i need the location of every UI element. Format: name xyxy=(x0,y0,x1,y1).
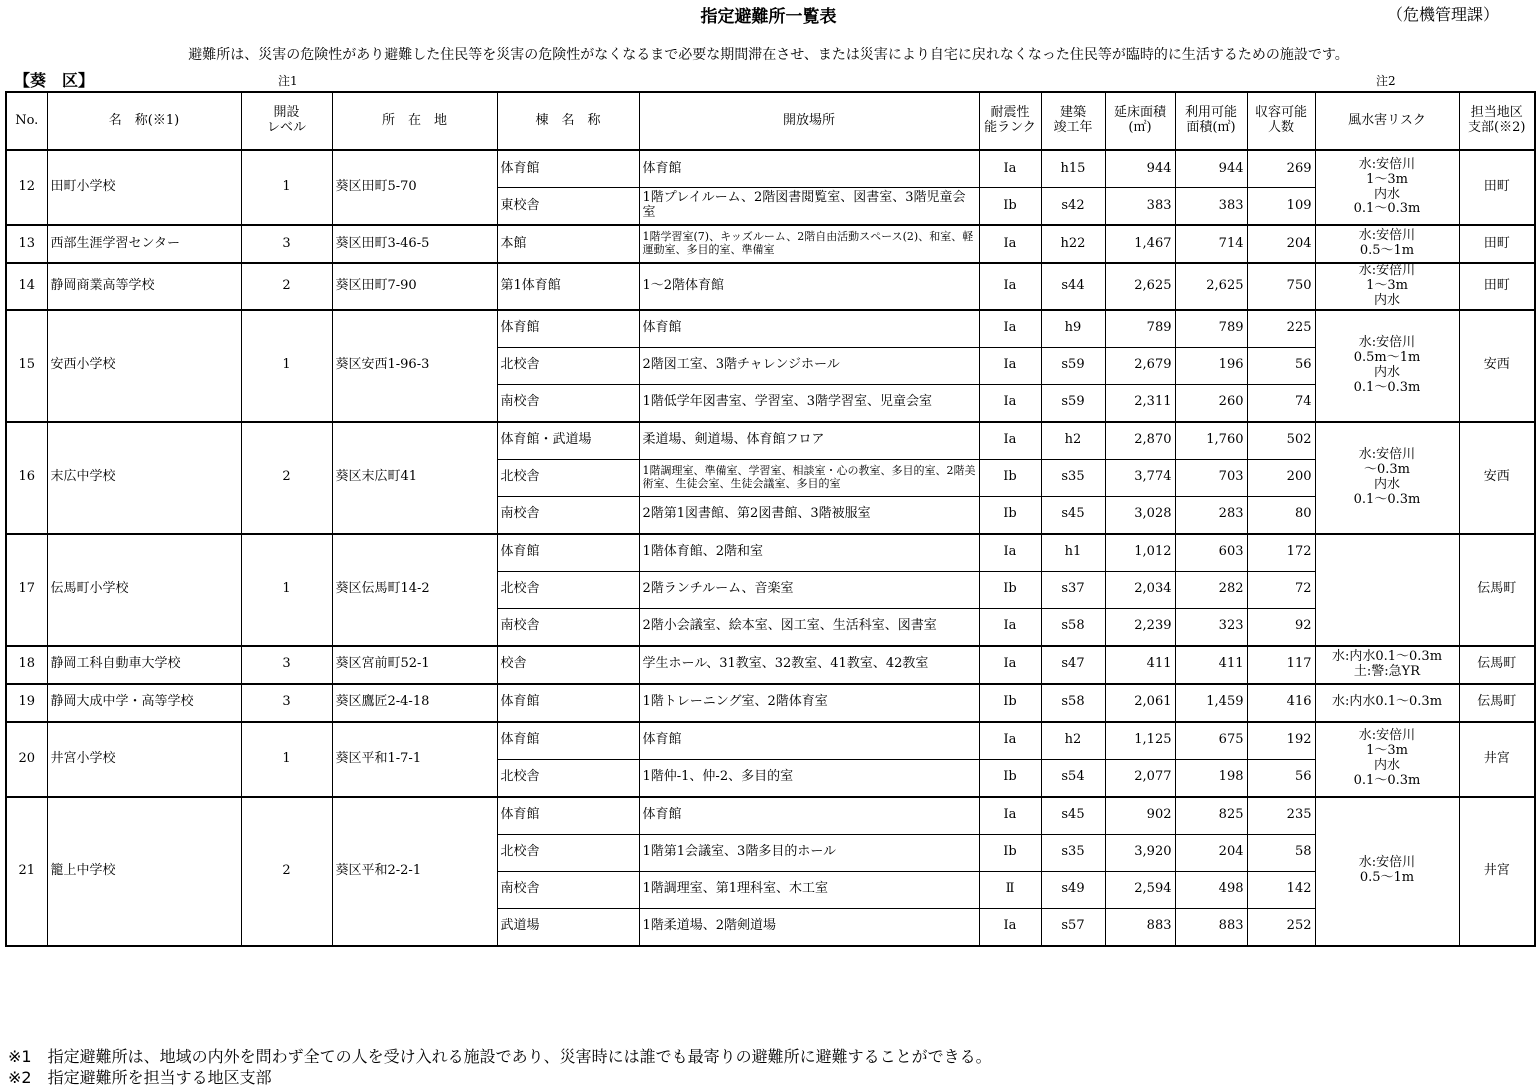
table-row xyxy=(6,310,1535,348)
header-no: No. xyxy=(6,92,47,150)
seismic-rank: Ⅰa xyxy=(979,608,1041,646)
built-year: s58 xyxy=(1041,684,1105,722)
seismic-rank: Ⅰa xyxy=(979,310,1041,348)
header-level: 開設 レベル xyxy=(241,92,332,150)
usable-area: 498 xyxy=(1175,871,1247,908)
facility-name: 籠上中学校 xyxy=(47,797,241,946)
description-text: 避難所は、災害の危険性があり避難した住民等を災害の危険性がなくなるまで必要な期間滞在させ、または災害により自宅に戻れなくなった住民等が臨時的に生活するための施設です。 xyxy=(188,47,1349,63)
floor-area: 383 xyxy=(1105,188,1175,226)
built-year: s47 xyxy=(1041,646,1105,684)
capacity: 750 xyxy=(1247,263,1315,310)
usable-area: 2,625 xyxy=(1175,263,1247,310)
seismic-rank: Ⅰa xyxy=(979,908,1041,946)
address: 葵区伝馬町14-2 xyxy=(332,534,497,646)
usable-area: 282 xyxy=(1175,571,1247,608)
facility-name: 伝馬町小学校 xyxy=(47,534,241,646)
floor-area: 1,125 xyxy=(1105,722,1175,760)
usable-area: 383 xyxy=(1175,188,1247,226)
capacity: 192 xyxy=(1247,722,1315,760)
seismic-rank: Ⅱ xyxy=(979,871,1041,908)
built-year: s44 xyxy=(1041,263,1105,310)
building-name: 第1体育館 xyxy=(497,263,639,310)
usable-area: 198 xyxy=(1175,759,1247,797)
header-seismic-rank: 耐震性 能ランク xyxy=(979,92,1041,150)
table-row xyxy=(6,797,1535,835)
facility-name: 西部生涯学習センター xyxy=(47,225,241,263)
seismic-rank: Ⅰa xyxy=(979,225,1041,263)
department-label: （危機管理課） xyxy=(1386,5,1499,24)
seismic-rank: Ⅰa xyxy=(979,384,1041,422)
facility-name: 静岡商業高等学校 xyxy=(47,263,241,310)
row-number: 20 xyxy=(6,722,47,797)
header-address: 所 在 地 xyxy=(332,92,497,150)
table-row xyxy=(6,263,1535,310)
built-year: s58 xyxy=(1041,608,1105,646)
open-place: 1階調理室、準備室、学習室、相談室・心の教室、多目的室、2階美術室、生徒会室、生徒会議室、多目的室 xyxy=(639,459,979,496)
floor-area: 2,679 xyxy=(1105,347,1175,384)
open-place: 体育館 xyxy=(639,310,979,348)
usable-area: 283 xyxy=(1175,496,1247,534)
branch: 伝馬町 xyxy=(1459,684,1535,722)
branch: 田町 xyxy=(1459,225,1535,263)
open-level: 3 xyxy=(241,684,332,722)
floor-area: 2,594 xyxy=(1105,871,1175,908)
capacity: 56 xyxy=(1247,759,1315,797)
capacity: 225 xyxy=(1247,310,1315,348)
table-row xyxy=(6,684,1535,722)
row-number: 12 xyxy=(6,150,47,225)
note2-label: 注2 xyxy=(1376,74,1396,88)
usable-area: 789 xyxy=(1175,310,1247,348)
address: 葵区平和1-7-1 xyxy=(332,722,497,797)
built-year: s45 xyxy=(1041,496,1105,534)
seismic-rank: Ⅰb xyxy=(979,459,1041,496)
usable-area: 260 xyxy=(1175,384,1247,422)
usable-area: 714 xyxy=(1175,225,1247,263)
open-level: 2 xyxy=(241,422,332,534)
row-number: 17 xyxy=(6,534,47,646)
header-capacity: 収容可能 人数 xyxy=(1247,92,1315,150)
capacity: 204 xyxy=(1247,225,1315,263)
flood-risk xyxy=(1315,534,1459,646)
building-name: 北校舎 xyxy=(497,459,639,496)
open-place: 体育館 xyxy=(639,150,979,188)
seismic-rank: Ⅰb xyxy=(979,834,1041,871)
open-level: 1 xyxy=(241,310,332,422)
header-flood-risk: 風水害リスク xyxy=(1315,92,1459,150)
floor-area: 2,034 xyxy=(1105,571,1175,608)
branch: 安西 xyxy=(1459,310,1535,422)
open-place: 柔道場、剣道場、体育館フロア xyxy=(639,422,979,460)
facility-name: 静岡大成中学・高等学校 xyxy=(47,684,241,722)
open-level: 1 xyxy=(241,534,332,646)
usable-area: 703 xyxy=(1175,459,1247,496)
header-built-year: 建築 竣工年 xyxy=(1041,92,1105,150)
header-building-name: 棟 名 称 xyxy=(497,92,639,150)
table-row xyxy=(6,722,1535,760)
table-row xyxy=(6,422,1535,460)
usable-area: 323 xyxy=(1175,608,1247,646)
facility-name: 安西小学校 xyxy=(47,310,241,422)
branch: 田町 xyxy=(1459,150,1535,225)
open-level: 3 xyxy=(241,225,332,263)
open-level: 3 xyxy=(241,646,332,684)
built-year: s49 xyxy=(1041,871,1105,908)
building-name: 体育館 xyxy=(497,797,639,835)
flood-risk: 水:安倍川 1～3m 内水 xyxy=(1315,263,1459,310)
floor-area: 2,625 xyxy=(1105,263,1175,310)
floor-area: 2,870 xyxy=(1105,422,1175,460)
capacity: 200 xyxy=(1247,459,1315,496)
flood-risk: 水:内水0.1～0.3m xyxy=(1315,684,1459,722)
floor-area: 2,239 xyxy=(1105,608,1175,646)
note1-label: 注1 xyxy=(278,74,298,88)
capacity: 117 xyxy=(1247,646,1315,684)
row-number: 21 xyxy=(6,797,47,946)
floor-area: 3,774 xyxy=(1105,459,1175,496)
built-year: s54 xyxy=(1041,759,1105,797)
building-name: 北校舎 xyxy=(497,834,639,871)
usable-area: 204 xyxy=(1175,834,1247,871)
building-name: 体育館 xyxy=(497,310,639,348)
header-branch: 担当地区 支部(※2) xyxy=(1459,92,1535,150)
capacity: 92 xyxy=(1247,608,1315,646)
address: 葵区鷹匠2-4-18 xyxy=(332,684,497,722)
table-row xyxy=(6,534,1535,572)
floor-area: 411 xyxy=(1105,646,1175,684)
building-name: 体育館 xyxy=(497,150,639,188)
flood-risk: 水:安倍川 1～3m 内水 0.1～0.3m xyxy=(1315,722,1459,797)
seismic-rank: Ⅰa xyxy=(979,150,1041,188)
open-place: 1階仲-1、仲-2、多目的室 xyxy=(639,759,979,797)
header-name: 名 称(※1) xyxy=(47,92,241,150)
floor-area: 2,311 xyxy=(1105,384,1175,422)
capacity: 172 xyxy=(1247,534,1315,572)
building-name: 体育館 xyxy=(497,722,639,760)
built-year: s59 xyxy=(1041,347,1105,384)
branch: 井宮 xyxy=(1459,722,1535,797)
building-name: 本館 xyxy=(497,225,639,263)
open-place: 学生ホール、31教室、32教室、41教室、42教室 xyxy=(639,646,979,684)
building-name: 体育館 xyxy=(497,684,639,722)
usable-area: 196 xyxy=(1175,347,1247,384)
ward-label: 【葵 区】 xyxy=(14,71,95,90)
footnotes xyxy=(8,1046,992,1088)
branch: 田町 xyxy=(1459,263,1535,310)
seismic-rank: Ⅰb xyxy=(979,684,1041,722)
built-year: h1 xyxy=(1041,534,1105,572)
open-place: 体育館 xyxy=(639,722,979,760)
open-place: 1階低学年図書室、学習室、3階学習室、児童会室 xyxy=(639,384,979,422)
open-level: 1 xyxy=(241,722,332,797)
built-year: s35 xyxy=(1041,834,1105,871)
footnote-2: ※2 指定避難所を担当する地区支部 xyxy=(8,1068,272,1087)
seismic-rank: Ⅰb xyxy=(979,188,1041,226)
capacity: 109 xyxy=(1247,188,1315,226)
built-year: h22 xyxy=(1041,225,1105,263)
open-place: 2階第1図書館、第2図書館、3階被服室 xyxy=(639,496,979,534)
branch: 伝馬町 xyxy=(1459,534,1535,646)
built-year: h15 xyxy=(1041,150,1105,188)
table-header-row xyxy=(6,92,1535,150)
flood-risk: 水:安倍川 0.5～1m xyxy=(1315,225,1459,263)
header-floor-area: 延床面積 (㎡) xyxy=(1105,92,1175,150)
building-name: 南校舎 xyxy=(497,608,639,646)
open-place: 1階トレーニング室、2階体育室 xyxy=(639,684,979,722)
building-name: 東校舎 xyxy=(497,188,639,226)
building-name: 北校舎 xyxy=(497,759,639,797)
open-place: 2階図工室、3階チャレンジホール xyxy=(639,347,979,384)
capacity: 416 xyxy=(1247,684,1315,722)
address: 葵区田町5-70 xyxy=(332,150,497,225)
shelter-table xyxy=(5,91,1536,947)
floor-area: 883 xyxy=(1105,908,1175,946)
flood-risk: 水:安倍川 ～0.3m 内水 0.1～0.3m xyxy=(1315,422,1459,534)
usable-area: 883 xyxy=(1175,908,1247,946)
seismic-rank: Ⅰa xyxy=(979,422,1041,460)
built-year: s35 xyxy=(1041,459,1105,496)
open-level: 2 xyxy=(241,797,332,946)
capacity: 58 xyxy=(1247,834,1315,871)
built-year: s59 xyxy=(1041,384,1105,422)
usable-area: 825 xyxy=(1175,797,1247,835)
branch: 伝馬町 xyxy=(1459,646,1535,684)
usable-area: 1,459 xyxy=(1175,684,1247,722)
capacity: 252 xyxy=(1247,908,1315,946)
capacity: 80 xyxy=(1247,496,1315,534)
seismic-rank: Ⅰb xyxy=(979,571,1041,608)
usable-area: 944 xyxy=(1175,150,1247,188)
row-number: 19 xyxy=(6,684,47,722)
facility-name: 井宮小学校 xyxy=(47,722,241,797)
floor-area: 3,920 xyxy=(1105,834,1175,871)
branch: 安西 xyxy=(1459,422,1535,534)
seismic-rank: Ⅰb xyxy=(979,496,1041,534)
capacity: 235 xyxy=(1247,797,1315,835)
built-year: s57 xyxy=(1041,908,1105,946)
building-name: 武道場 xyxy=(497,908,639,946)
row-number: 16 xyxy=(6,422,47,534)
seismic-rank: Ⅰa xyxy=(979,347,1041,384)
flood-risk: 水:安倍川 1～3m 内水 0.1～0.3m xyxy=(1315,150,1459,225)
row-number: 14 xyxy=(6,263,47,310)
address: 葵区田町7-90 xyxy=(332,263,497,310)
building-name: 校舎 xyxy=(497,646,639,684)
facility-name: 末広中学校 xyxy=(47,422,241,534)
address: 葵区安西1-96-3 xyxy=(332,310,497,422)
usable-area: 603 xyxy=(1175,534,1247,572)
built-year: h2 xyxy=(1041,422,1105,460)
floor-area: 2,077 xyxy=(1105,759,1175,797)
row-number: 13 xyxy=(6,225,47,263)
seismic-rank: Ⅰa xyxy=(979,646,1041,684)
footnote-1: ※1 指定避難所は、地域の内外を問わず全ての人を受け入れる施設であり、災害時には誰でも最寄りの避難所に避難することができる。 xyxy=(8,1047,992,1066)
open-place: 1階第1会議室、3階多目的ホール xyxy=(639,834,979,871)
table-row xyxy=(6,150,1535,188)
capacity: 502 xyxy=(1247,422,1315,460)
table-row xyxy=(6,225,1535,263)
open-level: 1 xyxy=(241,150,332,225)
seismic-rank: Ⅰa xyxy=(979,722,1041,760)
floor-area: 3,028 xyxy=(1105,496,1175,534)
header-open-place: 開放場所 xyxy=(639,92,979,150)
flood-risk: 水:安倍川 0.5m～1m 内水 0.1～0.3m xyxy=(1315,310,1459,422)
built-year: s42 xyxy=(1041,188,1105,226)
seismic-rank: Ⅰa xyxy=(979,797,1041,835)
table-row xyxy=(6,646,1535,684)
capacity: 56 xyxy=(1247,347,1315,384)
seismic-rank: Ⅰa xyxy=(979,534,1041,572)
address: 葵区宮前町52-1 xyxy=(332,646,497,684)
building-name: 南校舎 xyxy=(497,384,639,422)
building-name: 南校舎 xyxy=(497,871,639,908)
address: 葵区田町3-46-5 xyxy=(332,225,497,263)
facility-name: 田町小学校 xyxy=(47,150,241,225)
built-year: s45 xyxy=(1041,797,1105,835)
facility-name: 静岡工科自動車大学校 xyxy=(47,646,241,684)
seismic-rank: Ⅰa xyxy=(979,263,1041,310)
building-name: 体育館 xyxy=(497,534,639,572)
open-place: 1階柔道場、2階剣道場 xyxy=(639,908,979,946)
address: 葵区末広町41 xyxy=(332,422,497,534)
flood-risk: 水:安倍川 0.5～1m xyxy=(1315,797,1459,946)
open-level: 2 xyxy=(241,263,332,310)
floor-area: 2,061 xyxy=(1105,684,1175,722)
floor-area: 902 xyxy=(1105,797,1175,835)
built-year: s37 xyxy=(1041,571,1105,608)
building-name: 北校舎 xyxy=(497,347,639,384)
open-place: 1階学習室(7)、キッズルーム、2階自由活動スペース(2)、和室、軽運動室、多目的室、準備室 xyxy=(639,225,979,263)
floor-area: 1,467 xyxy=(1105,225,1175,263)
floor-area: 1,012 xyxy=(1105,534,1175,572)
open-place: 2階ランチルーム、音楽室 xyxy=(639,571,979,608)
floor-area: 789 xyxy=(1105,310,1175,348)
building-name: 体育館・武道場 xyxy=(497,422,639,460)
building-name: 北校舎 xyxy=(497,571,639,608)
capacity: 74 xyxy=(1247,384,1315,422)
built-year: h2 xyxy=(1041,722,1105,760)
row-number: 15 xyxy=(6,310,47,422)
usable-area: 411 xyxy=(1175,646,1247,684)
open-place: 体育館 xyxy=(639,797,979,835)
capacity: 72 xyxy=(1247,571,1315,608)
open-place: 1～2階体育館 xyxy=(639,263,979,310)
open-place: 1階体育館、2階和室 xyxy=(639,534,979,572)
usable-area: 675 xyxy=(1175,722,1247,760)
open-place: 2階小会議室、絵本室、図工室、生活科室、図書室 xyxy=(639,608,979,646)
built-year: h9 xyxy=(1041,310,1105,348)
address: 葵区平和2-2-1 xyxy=(332,797,497,946)
usable-area: 1,760 xyxy=(1175,422,1247,460)
capacity: 142 xyxy=(1247,871,1315,908)
open-place: 1階調理室、第1理科室、木工室 xyxy=(639,871,979,908)
open-place: 1階プレイルーム、2階図書閲覧室、図書室、3階児童会室 xyxy=(639,188,979,226)
page-title: 指定避難所一覧表 xyxy=(700,7,837,27)
branch: 井宮 xyxy=(1459,797,1535,946)
capacity: 269 xyxy=(1247,150,1315,188)
row-number: 18 xyxy=(6,646,47,684)
floor-area: 944 xyxy=(1105,150,1175,188)
building-name: 南校舎 xyxy=(497,496,639,534)
seismic-rank: Ⅰb xyxy=(979,759,1041,797)
header-usable-area: 利用可能 面積(㎡) xyxy=(1175,92,1247,150)
flood-risk: 水:内水0.1～0.3m 土:警:急YR xyxy=(1315,646,1459,684)
